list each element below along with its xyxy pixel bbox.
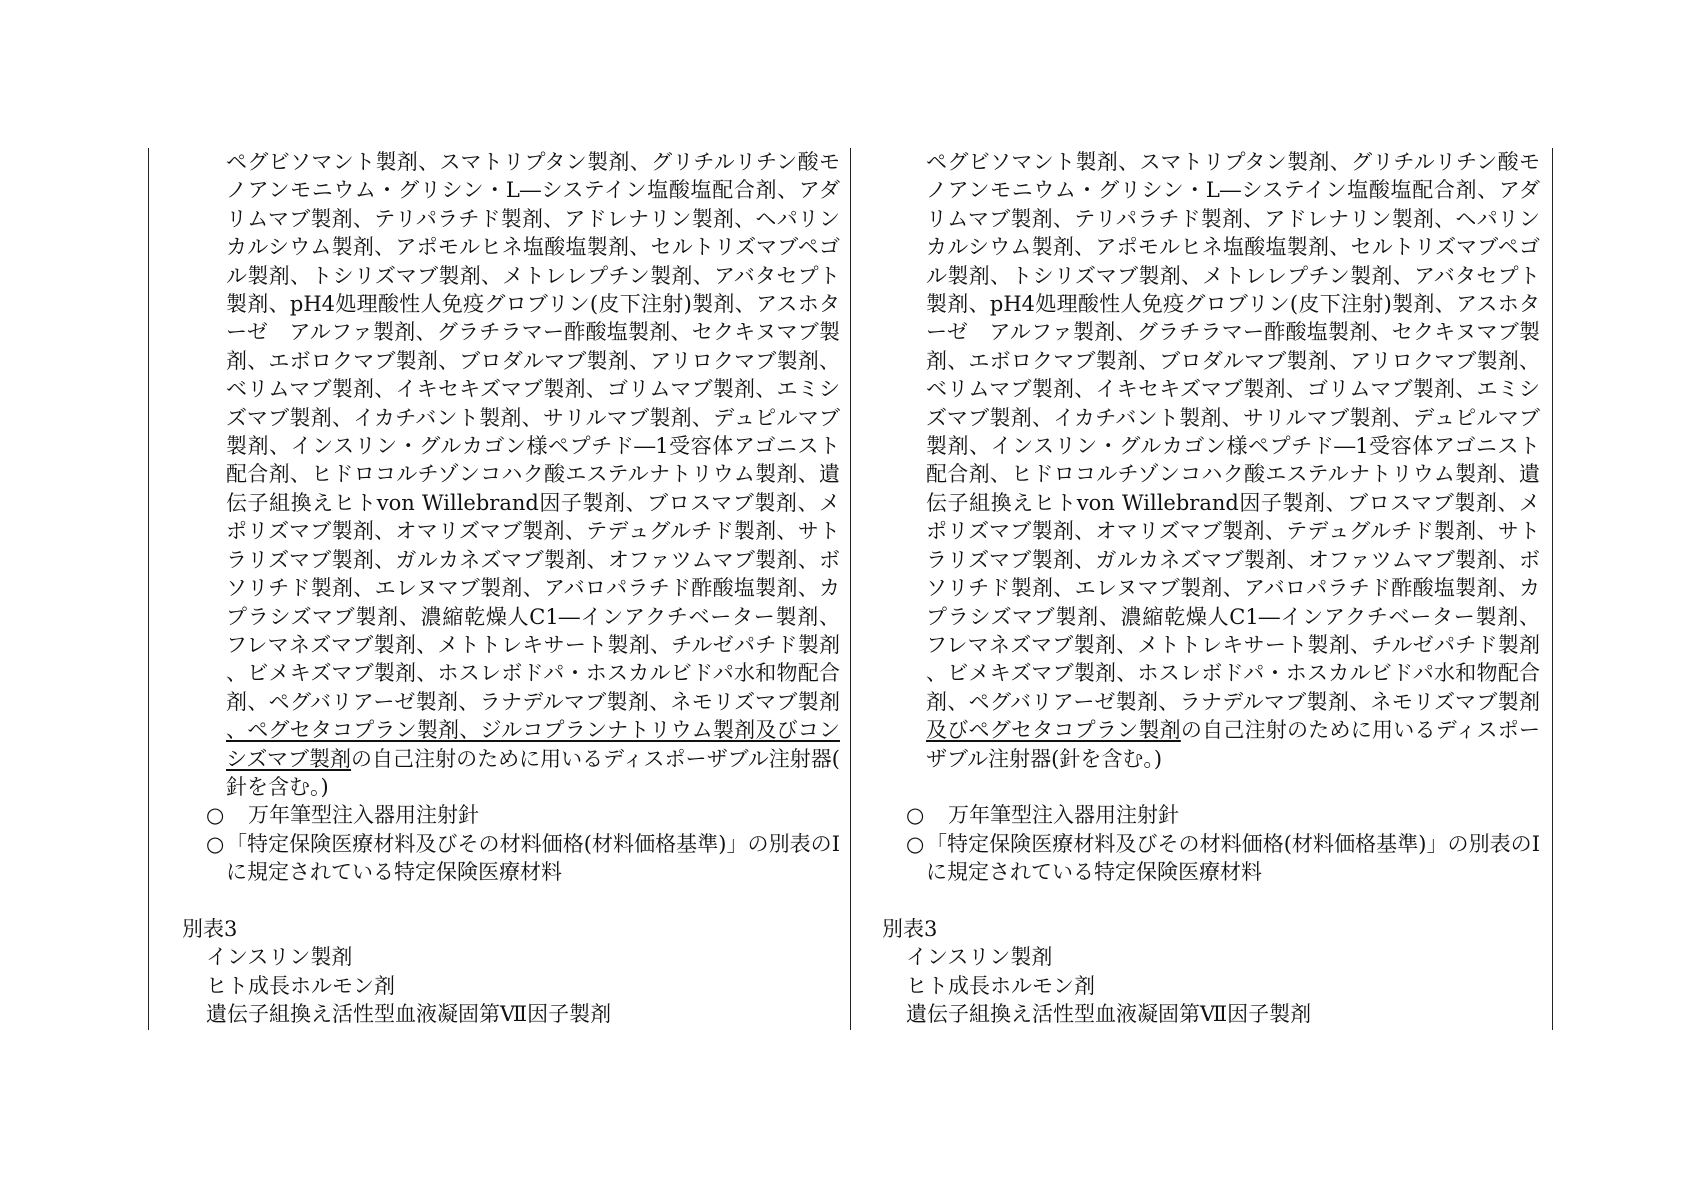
amended-text-underline: 及びペグセタコプラン製剤 (926, 718, 1181, 743)
bullet-item: ○ 「特定保険医療材料及びその材料価格(材料価格基準)」の別表のⅠに規定されている特定保険医療材料 (906, 830, 1540, 887)
list-item: 遺伝子組換え活性型血液凝固第Ⅶ因子製剤 (906, 1002, 1312, 1027)
list-item: 遺伝子組換え活性型血液凝固第Ⅶ因子製剤 (206, 1002, 612, 1027)
bullet-item: ○ 「特定保険医療材料及びその材料価格(材料価格基準)」の別表のⅠに規定されている特定保険医療材料 (206, 830, 840, 887)
column-revised (150, 148, 840, 1029)
amended-text-underline: 、ペグセタコプラン製剤、ジルコプランナトリウム製剤及びコンシズマブ製剤 (226, 718, 840, 771)
list-item: ヒト成長ホルモン剤 (906, 973, 1095, 998)
circle-bullet-icon: ○ (206, 831, 225, 856)
table-heading: 別表3 (882, 916, 938, 941)
circle-bullet-icon: ○ (906, 803, 925, 828)
column-rule-left (148, 148, 149, 1030)
list-item: インスリン製剤 (906, 945, 1053, 970)
bullet-item: ○ 万年筆型注入器用注射針 (906, 801, 1540, 829)
revised-paragraph: ペグビソマント製剤、スマトリプタン製剤、グリチルリチン酸モノアンモニウム・グリシン・L―システイン塩酸塩配合剤、アダリムマブ製剤、テリパラチド製剤、アドレナリン製剤、ヘパリンカルシウム製剤、アポモルヒネ塩酸塩製剤、セルトリズマブペゴル製剤、トシリズマブ製剤、メトレレプチン製剤、アバタセプト製剤、pH4処理酸性人免疫グロブリン(皮下注射)製剤、アスホターゼ アルファ製剤、グラチラマー酢酸塩製剤、セクキヌマブ製剤、エボロクマブ製剤、ブロダルマブ製剤、アリロクマブ製剤、ベリムマブ製剤、イキセキズマブ製剤、ゴリムマブ製剤、エミシズマブ製剤、イカチバント製剤、サリルマブ製剤、デュピルマブ製剤、インスリン・グルカゴン様ペプチド―1受容体アゴニスト配合剤、ヒドロコルチゾンコハク酸エステルナトリウム製剤、遺伝子組換えヒトvon Willebrand因子製剤、ブロスマブ製剤、メポリズマブ製剤、オマリズマブ製剤、テデュグルチド製剤、サトラリズマブ製剤、ガルカネズマブ製剤、オファツムマブ製剤、ボソリチド製剤、エレヌマブ製剤、アバロパラチド酢酸塩製剤、カプラシズマブ製剤、濃縮乾燥人C1―インアクチベーター製剤、フレマネズマブ製剤、メトトレキサート製剤、チルゼパチド製剤、ビメキズマブ製剤、ホスレボドパ・ホスカルビドパ水和物配合剤、ペグバリアーゼ製剤、ラナデルマブ製剤、ネモリズマブ製剤、ペグセタコプラン製剤、ジルコプランナトリウム製剤及びコンシズマブ製剤の自己注射のために用いるディスポーザブル注射器(針を含む。) (226, 150, 841, 799)
circle-bullet-icon: ○ (206, 803, 225, 828)
current-paragraph: ペグビソマント製剤、スマトリプタン製剤、グリチルリチン酸モノアンモニウム・グリシン・L―システイン塩酸塩配合剤、アダリムマブ製剤、テリパラチド製剤、アドレナリン製剤、ヘパリンカルシウム製剤、アポモルヒネ塩酸塩製剤、セルトリズマブペゴル製剤、トシリズマブ製剤、メトレレプチン製剤、アバタセプト製剤、pH4処理酸性人免疫グロブリン(皮下注射)製剤、アスホターゼ アルファ製剤、グラチラマー酢酸塩製剤、セクキヌマブ製剤、エボロクマブ製剤、ブロダルマブ製剤、アリロクマブ製剤、ベリムマブ製剤、イキセキズマブ製剤、ゴリムマブ製剤、エミシズマブ製剤、イカチバント製剤、サリルマブ製剤、デュピルマブ製剤、インスリン・グルカゴン様ペプチド―1受容体アゴニスト配合剤、ヒドロコルチゾンコハク酸エステルナトリウム製剤、遺伝子組換えヒトvon Willebrand因子製剤、ブロスマブ製剤、メポリズマブ製剤、オマリズマブ製剤、テデュグルチド製剤、サトラリズマブ製剤、ガルカネズマブ製剤、オファツムマブ製剤、ボソリチド製剤、エレヌマブ製剤、アバロパラチド酢酸塩製剤、カプラシズマブ製剤、濃縮乾燥人C1―インアクチベーター製剤、フレマネズマブ製剤、メトトレキサート製剤、チルゼパチド製剤、ビメキズマブ製剤、ホスレボドパ・ホスカルビドパ水和物配合剤、ペグバリアーゼ製剤、ラナデルマブ製剤、ネモリズマブ製剤及びペグセタコプラン製剤の自己注射のために用いるディスポーザブル注射器(針を含む。) (926, 150, 1541, 771)
bullet-item: ○ 万年筆型注入器用注射針 (206, 801, 840, 829)
column-current (850, 148, 1540, 1029)
column-rule-right (1552, 148, 1553, 1030)
table-heading: 別表3 (182, 916, 238, 941)
list-item: ヒト成長ホルモン剤 (206, 973, 395, 998)
list-item: インスリン製剤 (206, 945, 353, 970)
circle-bullet-icon: ○ (906, 831, 925, 856)
